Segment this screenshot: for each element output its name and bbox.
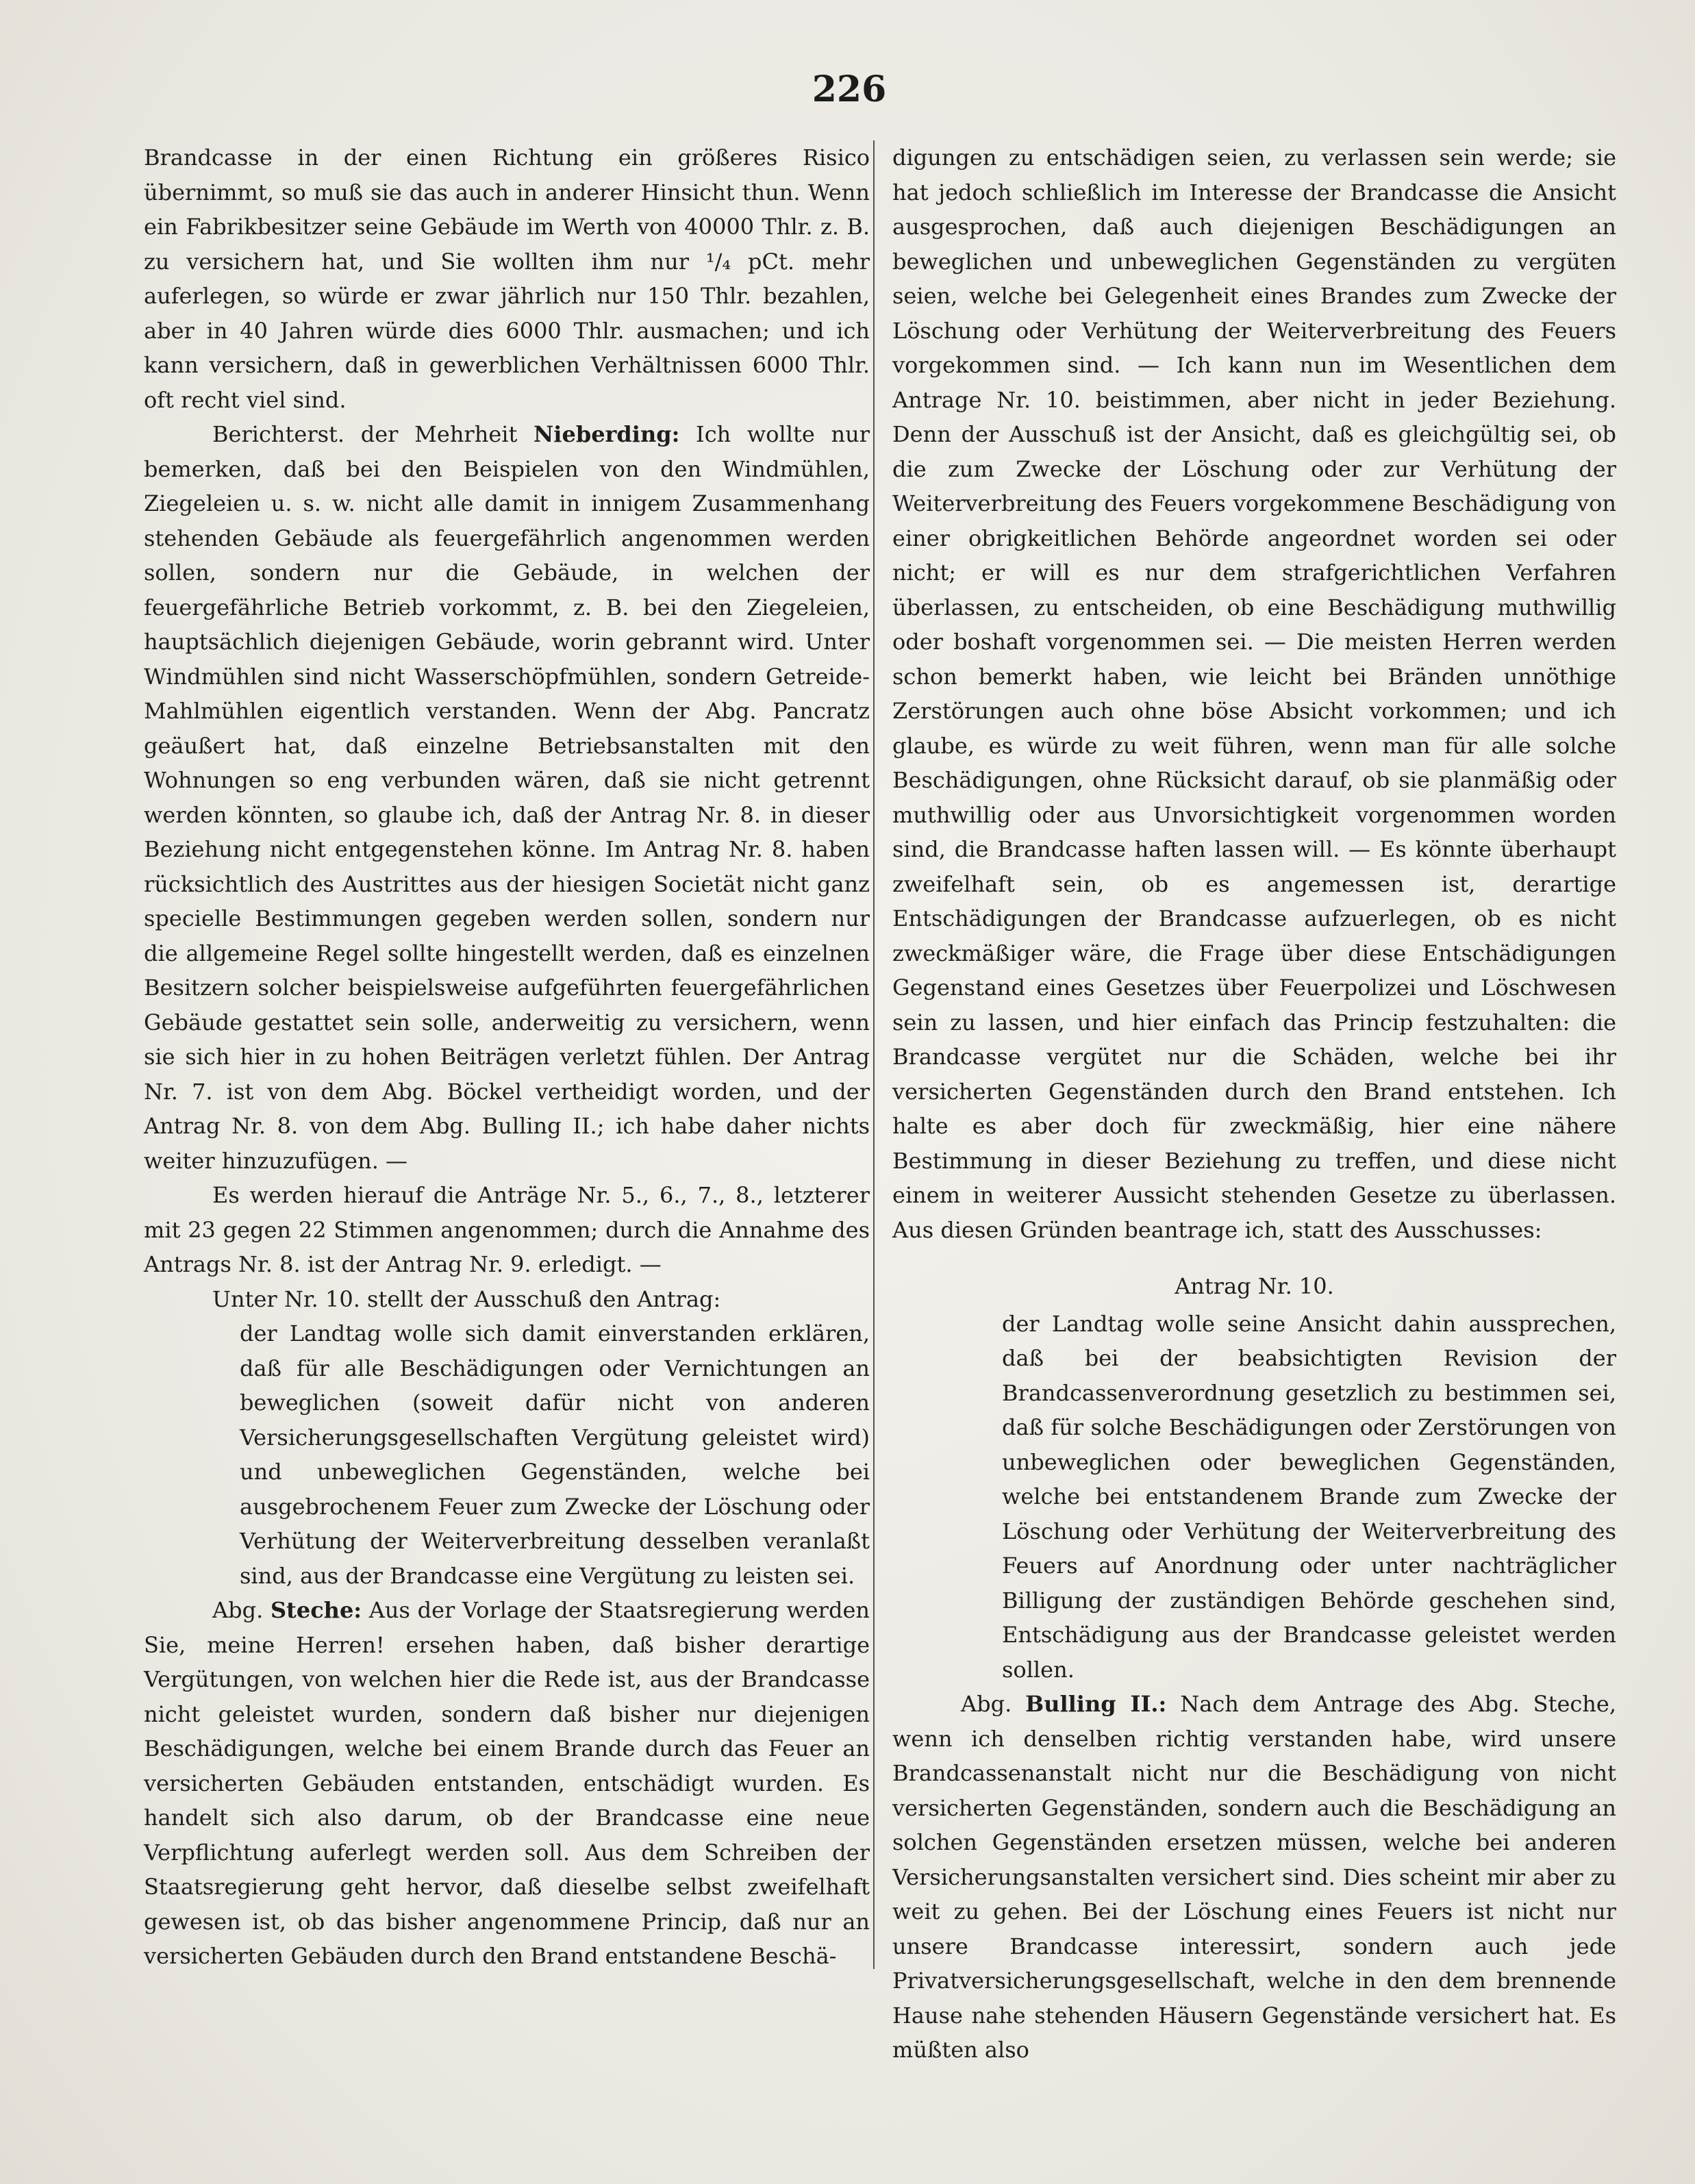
committee-motion-block [144,1316,870,1593]
speech-text: Nach dem Antrage des Abg. Steche, wenn ich denselben richtig verstanden habe, wird unsere Brandcassenanstalt nicht nur die Beschädigung von nicht versicherten Gegenständen, sondern auch die Beschädigung an solchen Gegenständen ersetzen müssen, welche bei anderen Versicherungsanstalten versichert sind. Dies scheint mir aber zu weit zu gehen. Bei der Löschung eines Feuers ist nicht nur unsere Brandcasse interessirt, sondern auch jede Privatversicherungsgesellschaft, welche in den dem brennende Hause nahe stehenden Häusern Gegenstände versichert hat. Es müßten also [892,1691,1617,2063]
speech-bulling [892,1687,1616,2068]
speaker-name: Bulling II.: [1025,1691,1167,1717]
motion-text: der Landtag wolle seine Ansicht dahin aussprechen, daß bei der beabsichtigten Revision der Brandcassenverordnung gesetzlich zu bestimmen sei, daß für solche Beschädigungen oder Zerstörungen von unbeweglichen oder beweglichen Gegenständen, welche bei entstandenem Brande zum Zwecke der Löschung oder Verhütung der Weiterverbreitung des Feuers auf Anordnung oder unter nachträglicher Billigung der zuständigen Behörde geschehen sind, Entschädigung aus der Brandcasse geleistet werden sollen. [1002,1310,1616,1683]
motion-heading: Antrag Nr. 10. [1175,1273,1334,1299]
right-column [892,140,1616,2068]
page-number: 226 [812,68,887,110]
speaker-prefix: Berichterst. der Mehrheit [212,421,534,447]
speaker-prefix: Abg. [212,1597,271,1623]
speaker-name: Nieberding: [533,421,680,447]
motion-block [892,1307,1616,1687]
paragraph-vote-result: Es werden hierauf die Anträge Nr. 5., 6., 7., 8., letzterer mit 23 gegen 22 Stimmen angenommen; durch die Annahme des Antrags Nr. 8. ist der Antrag Nr. 9. erledigt. — [144,1182,870,1277]
speaker-name: Steche: [270,1597,362,1623]
speech-text: Ich wollte nur bemerken, daß bei den Beispielen von den Windmühlen, Ziegeleien u. s. w. nicht alle damit in innigem Zusammenhang stehenden Gebäude als feuergefährlich angenommen werden sollen, sondern nur die Gebäude, in welchen der feuergefährliche Betrieb vorkommt, z. B. bei den Ziegeleien, hauptsächlich diejenigen Gebäude, worin gebrannt wird. Unter Windmühlen sind nicht Wasserschöpfmühlen, sondern Getreide-Mahlmühlen eigentlich verstanden. Wenn der Abg. Pancratz geäußert hat, daß einzelne Betriebsanstalten mit den Wohnungen so eng verbunden wären, daß sie nicht getrennt werden könnten, so glaube ich, daß der Antrag Nr. 8. in dieser Beziehung nicht entgegenstehen könne. Im Antrag Nr. 8. haben rücksichtlich des Austrittes aus der hiesigen Societät nicht ganz specielle Bestimmungen gegeben werden sollen, sondern nur die allgemeine Regel sollte hingestellt werden, daß es einzelnen Besitzern solcher beispielsweise aufgeführten feuergefährlichen Gebäude gestattet sein solle, anderweitig zu versichern, wenn sie sich hier in zu hohen Beiträgen verletzt fühlen. Der Antrag Nr. 7. ist von dem Abg. Böckel vertheidigt worden, und der Antrag Nr. 8. von dem Abg. Bulling II.; ich habe daher nichts weiter hinzuzufügen. — [144,421,870,1174]
committee-motion-text: der Landtag wolle sich damit einverstanden erklären, daß für alle Beschädigungen oder Vernichtungen an beweglichen (soweit dafür nicht von anderen Versicherungsgesellschaften Vergütung geleistet wird) und unbeweglichen Gegenständen, welche bei ausgebrochenem Feuer zum Zwecke der Löschung oder Verhütung der Weiterverbreitung desselben veranlaßt sind, aus der Brandcasse eine Vergütung zu leisten sei. [240,1320,870,1589]
paragraph-steche-continuation: digungen zu entschädigen seien, zu verlassen sein werde; sie hat jedoch schließlich im Interesse der Brandcasse die Ansicht ausgesprochen, daß auch diejenigen Beschädigungen an beweglichen und unbeweglichen Gegenständen zu vergüten seien, welche bei Gelegenheit eines Brandes zum Zwecke der Löschung oder Verhütung der Weiterverbreitung des Feuers vorgekommen sind. — Ich kann nun im Wesentlichen dem Antrage Nr. 10. beistimmen, aber nicht in jeder Beziehung. Denn der Ausschuß ist der Ansicht, daß es gleichgültig sei, ob die zum Zwecke der Löschung oder zur Verhütung der Weiterverbreitung des Feuers vorgekommene Beschädigung von einer obrigkeitlichen Behörde angeordnet worden sei oder nicht; er will es nur dem strafgerichtlichen Verfahren überlassen, zu entscheiden, ob eine Beschädigung muthwillig oder boshaft vorgenommen sei. — Die meisten Herren werden schon bemerkt haben, wie leicht bei Bränden unnöthige Zerstörungen auch ohne böse Absicht vorkommen; und ich glaube, es würde zu weit führen, wenn man für alle solche Beschädigungen, ohne Rücksicht darauf, ob sie planmäßig oder muthwillig oder aus Unvorsichtigkeit vorgenommen worden sind, die Brandcasse haften lassen will. — Es könnte überhaupt zweifelhaft sein, ob es angemessen ist, derartige Entschädigungen der Brandcasse aufzuerlegen, ob es nicht zweckmäßiger wäre, die Frage über diese Entschädigungen Gegenstand eines Gesetzes über Feuerpolizei und Löschwesen sein zu lassen, und hier einfach das Princip festzuhalten: die Brandcasse vergütet nur die Schäden, welche bei ihr versicherten Gegenständen durch den Brand entstehen. Ich halte es aber doch für zweckmäßig, hier eine nähere Bestimmung in dieser Beziehung zu treffen, und diese nicht einem in weiterer Aussicht stehenden Gesetze zu überlassen. Aus diesen Gründen beantrage ich, statt des Ausschusses: [892,145,1616,1243]
speech-text: Aus der Vorlage der Staatsregierung werden Sie, meine Herren! ersehen haben, daß bisher derartige Vergütungen, von welchen hier die Rede ist, aus der Brandcasse nicht geleistet wurden, sondern daß bisher nur diejenigen Beschädigungen, welche bei einem Brande durch das Feuer an versicherten Gebäuden entstanden, entschädigt wurden. Es handelt sich also darum, ob der Brandcasse eine neue Verpflichtung auferlegt werden soll. Aus dem Schreiben der Staatsregierung geht hervor, daß dieselbe selbst zweifelhaft gewesen ist, ob das bisher angenommene Princip, daß nur an versicherten Gebäuden durch den Brand entstandene Beschä- [144,1597,870,1969]
left-column [144,140,870,1974]
speech-steche [144,1593,870,1974]
paragraph-risk-continuation: Brandcasse in der einen Richtung ein größeres Risico übernimmt, so muß sie das auch in anderer Hinsicht thun. Wenn ein Fabrikbesitzer seine Gebäude im Werth von 40000 Thlr. z. B. zu versichern hat, und Sie wollten ihm nur ¹/₄ pCt. mehr auferlegen, so würde er zwar jährlich nur 150 Thlr. bezahlen, aber in 40 Jahren würde dies 6000 Thlr. ausmachen; und ich kann versichern, daß in gewerblichen Verhältnissen 6000 Thlr. oft recht viel sind. [144,145,870,413]
speech-nieberding [144,417,870,1178]
paragraph-committee-motion-intro: Unter Nr. 10. stellt der Ausschuß den Antrag: [212,1285,721,1312]
speaker-prefix: Abg. [961,1691,1026,1717]
column-divider [873,140,875,1969]
